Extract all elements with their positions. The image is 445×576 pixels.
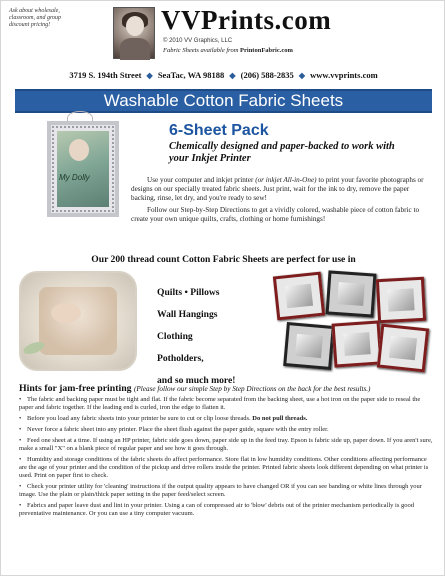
- hints-note: (Please follow our simple Step by Step Directions on the back for the best results.): [134, 385, 371, 393]
- wholesale-note-line: Ask about wholesale,: [9, 8, 60, 14]
- pack-title: 6-Sheet Pack: [169, 122, 269, 139]
- intro-text: [131, 176, 431, 226]
- hints-title: Hints for jam-free printing (Please follow our simple Step by Step Directions on the back for the best results.): [19, 383, 371, 394]
- vintage-photo-logo: [113, 7, 155, 59]
- website-link[interactable]: www.vvprints.com: [310, 70, 378, 80]
- hint-item: • Humidity and storage conditions of the fabric sheets do affect performance. Store flat in low humidity conditions. Other conditions affecting performance are the age of your printer and the condition of the pickup and drive rollers inside the printer. Printed fabric sheets look different depending on what printer is used. Print on paper first to check.: [19, 456, 429, 479]
- uses-list: [157, 287, 267, 397]
- brand-title: VVPrints.com: [161, 5, 332, 35]
- diamond-icon: ◆: [229, 71, 236, 80]
- use-item: Clothing: [157, 331, 193, 342]
- fabric-frame-image: [47, 121, 119, 217]
- city-text: SeaTac, WA 98188: [157, 70, 225, 80]
- hint-item: • Check your printer utility for 'cleaning' instructions if the output quality appears to have changed OR if you can see banding or white lines through your image. Use the plain or plain/thick paper setting in the paper feed/select screen.: [19, 483, 422, 498]
- use-item: Quilts • Pillows: [157, 287, 220, 298]
- wholesale-note-line: discount pricing!: [9, 22, 51, 28]
- uses-heading: Our 200 thread count Cotton Fabric Sheets are perfect for use in: [91, 254, 356, 265]
- hints-list: [19, 396, 434, 521]
- intro-paragraph: Follow our Step-by-Step Directions to get a vividly colored, washable piece of cotton fabric to create your own unique quilts, crafts, clothing or home furnishings!: [131, 205, 420, 223]
- intro-paragraph: Use your computer and inkjet printer (or inkjet All-in-One) to print your favorite photographs or designs on our specially treated fabric sheets. Just print, wait for the ink to dry, remove the paper backing, rinse, let dry, and you're ready to sew!: [131, 176, 424, 203]
- potholders-image: [271, 270, 431, 374]
- pillow-image: [19, 271, 137, 371]
- phone-text: (206) 588-2835: [240, 70, 294, 80]
- address-text: 3719 S. 194th Street: [69, 70, 142, 80]
- hint-item: • Before you load any fabric sheets into your printer be sure to cut or clip loose threads. Do not pull threads.: [19, 415, 308, 422]
- wholesale-note: [9, 8, 77, 29]
- availability-text: Fabric Sheets available from PrintonFabric.com: [163, 47, 293, 54]
- hint-item: • The fabric and backing paper must be tight and flat. If the fabric become separated from the backing sheet, use a hot iron on the paper side to reseal the paper and fabric together. If the leading end is curled, iron the edge to flatten it.: [19, 396, 421, 411]
- hint-item: • Never force a fabric sheet into any printer. Place the sheet flush against the paper guide, square with the entry roller.: [19, 426, 329, 433]
- hint-bold: Do not pull threads.: [252, 415, 308, 422]
- wholesale-note-line: classroom, and group: [9, 15, 62, 21]
- copyright-text: © 2010 VV Graphics, LLC: [163, 38, 233, 44]
- availability-site: PrintonFabric.com: [240, 47, 293, 54]
- title-banner: Washable Cotton Fabric Sheets: [15, 89, 432, 113]
- hint-item: • Fabrics and paper leave dust and lint in your printer. Using a can of compressed air to 'blow' debris out of the printer mechanism periodically is good preventative maintenance. Or you can use a tiny computer vacuum.: [19, 502, 415, 517]
- diamond-icon: ◆: [298, 71, 306, 80]
- frame-caption: My Dolly: [59, 173, 90, 182]
- use-item: Wall Hangings: [157, 309, 218, 320]
- pack-subtitle: Chemically designed and paper-backed to work with your Inkjet Printer: [169, 141, 395, 164]
- hint-item: • Feed one sheet at a time. If using an HP printer, fabric side goes down, paper side up in the feed tray. Epson is fabric side up, paper down. If you aren't sure, make a small "X" on a blank piece of regular paper and see how it goes through.: [19, 437, 433, 452]
- diamond-icon: ◆: [146, 71, 153, 80]
- contact-line: [1, 70, 445, 80]
- use-item: and so much more!: [157, 375, 236, 386]
- use-item: Potholders,: [157, 353, 204, 364]
